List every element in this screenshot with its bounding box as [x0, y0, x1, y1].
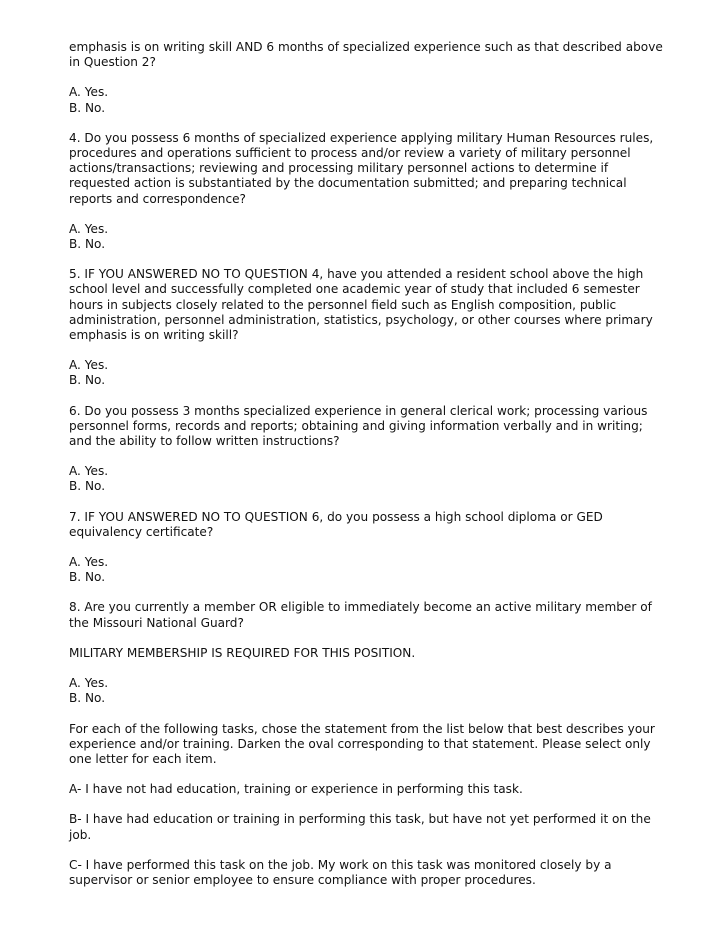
- text-line: school level and successfully completed one academic year of study that included 6 semester: [69, 282, 640, 297]
- question-6: [69, 404, 659, 450]
- text-line: B- I have had education or training in performing this task, but have not yet performed it on the: [69, 812, 651, 827]
- text-line: actions/transactions; reviewing and processing military personnel actions to determine if: [69, 161, 609, 176]
- text-line: reports and correspondence?: [69, 191, 246, 206]
- text-line: 8. Are you currently a member OR eligible to immediately become an active military member of: [69, 600, 652, 615]
- question-7: [69, 510, 659, 540]
- text-line: 6. Do you possess 3 months specialized experience in general clerical work; processing various: [69, 403, 648, 418]
- answer-options: [69, 464, 659, 494]
- answer-options: [69, 676, 659, 706]
- text-line: A- I have not had education, training or experience in performing this task.: [69, 782, 523, 797]
- text-line: personnel forms, records and reports; obtaining and giving information verbally and in writing;: [69, 418, 643, 433]
- answer-option-a: A. Yes.: [69, 676, 109, 691]
- text-line: experience and/or training. Darken the oval corresponding to that statement. Please select only: [69, 736, 651, 751]
- text-line: hours in subjects closely related to the personnel field such as English composition, public: [69, 297, 617, 312]
- text-line: job.: [69, 827, 92, 842]
- document-page: [69, 40, 663, 903]
- text-line: requested action is substantiated by the documentation submitted; and preparing technical: [69, 176, 627, 191]
- question-5: [69, 267, 659, 343]
- rating-statement-c: [69, 858, 659, 888]
- paragraph-continuation: [69, 40, 663, 70]
- text-line: 7. IF YOU ANSWERED NO TO QUESTION 6, do you possess a high school diploma or GED: [69, 509, 603, 524]
- answer-option-a: A. Yes.: [69, 221, 109, 236]
- text-line: procedures and operations sufficient to process and/or review a variety of military personnel: [69, 146, 631, 161]
- answer-options: [69, 85, 659, 115]
- answer-option-b: B. No.: [69, 237, 106, 252]
- text-line: emphasis is on writing skill?: [69, 328, 239, 343]
- answer-option-a: A. Yes.: [69, 464, 109, 479]
- question-4: [69, 131, 659, 207]
- text-line: 4. Do you possess 6 months of specialized experience applying military Human Resources rules,: [69, 130, 654, 145]
- answer-option-b: B. No.: [69, 570, 106, 585]
- text-line: MILITARY MEMBERSHIP IS REQUIRED FOR THIS POSITION.: [69, 645, 416, 660]
- answer-option-b: B. No.: [69, 100, 106, 115]
- text-line: in Question 2?: [69, 55, 156, 70]
- text-line: the Missouri National Guard?: [69, 615, 244, 630]
- text-line: C- I have performed this task on the job. My work on this task was monitored closely by a: [69, 857, 612, 872]
- answer-options: [69, 555, 659, 585]
- text-line: equivalency certificate?: [69, 524, 214, 539]
- text-line: administration, personnel administration, statistics, psychology, or other courses where primary: [69, 312, 653, 327]
- text-line: supervisor or senior employee to ensure compliance with proper procedures.: [69, 872, 536, 887]
- text-line: 5. IF YOU ANSWERED NO TO QUESTION 4, have you attended a resident school above the high: [69, 267, 644, 282]
- membership-requirement-note: [69, 646, 659, 661]
- task-instructions: [69, 722, 659, 768]
- answer-options: [69, 222, 659, 252]
- answer-option-a: A. Yes.: [69, 555, 109, 570]
- answer-option-b: B. No.: [69, 479, 106, 494]
- answer-options: [69, 358, 659, 388]
- answer-option-b: B. No.: [69, 373, 106, 388]
- text-line: and the ability to follow written instructions?: [69, 434, 340, 449]
- answer-option-b: B. No.: [69, 691, 106, 706]
- question-8: [69, 600, 659, 630]
- answer-option-a: A. Yes.: [69, 85, 109, 100]
- text-line: emphasis is on writing skill AND 6 months of specialized experience such as that described above: [69, 40, 663, 54]
- rating-statement-a: [69, 782, 659, 797]
- answer-option-a: A. Yes.: [69, 358, 109, 373]
- text-line: For each of the following tasks, chose the statement from the list below that best describes your: [69, 721, 655, 736]
- rating-statement-b: [69, 812, 659, 842]
- text-line: one letter for each item.: [69, 751, 217, 766]
